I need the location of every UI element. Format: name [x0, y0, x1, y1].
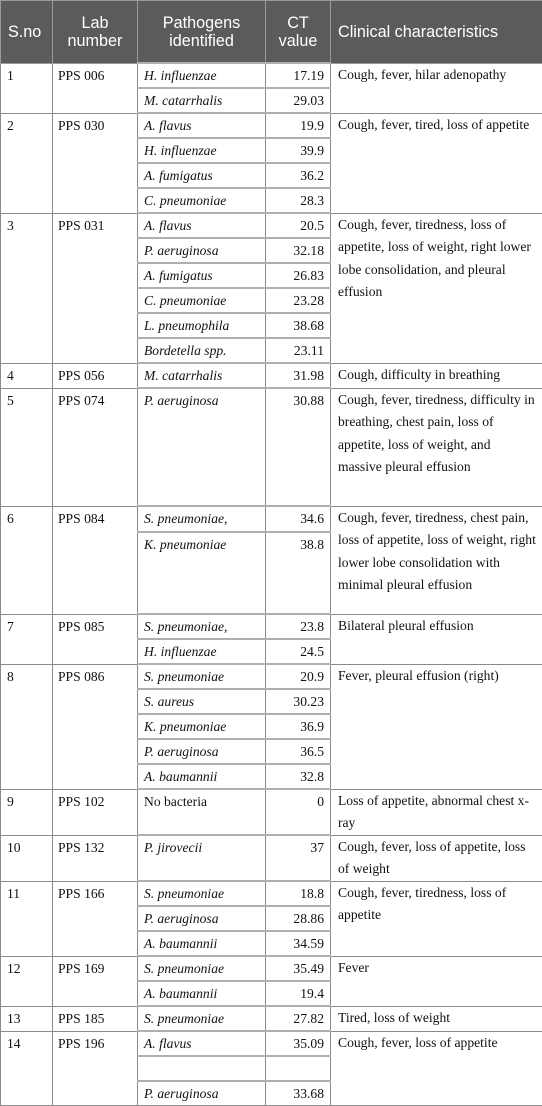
cell-pathogen: A. fumigatus: [138, 263, 266, 288]
cell-ct-value: 35.49: [266, 956, 331, 981]
cell-clinical: Loss of appetite, abnormal chest x-ray: [331, 789, 542, 835]
cell-sno: 14: [1, 1031, 53, 1106]
table-row: [1, 213, 542, 238]
cell-sno: 11: [1, 881, 53, 956]
cell-ct-value: 33.68: [266, 1081, 331, 1106]
cell-ct-value: 29.03: [266, 88, 331, 113]
cell-pathogen: M. catarrhalis: [138, 88, 266, 113]
cell-sno: 10: [1, 835, 53, 881]
cell-pathogen: P. jirovecii: [138, 835, 266, 881]
cell-pathogen: A. fumigatus: [138, 163, 266, 188]
cell-ct-value: 19.9: [266, 113, 331, 138]
cell-lab-number: PPS 102: [53, 789, 138, 835]
cell-ct-value: 20.5: [266, 213, 331, 238]
header-sno: S.no: [1, 1, 53, 64]
cell-ct-value: 27.82: [266, 1006, 331, 1031]
cell-clinical: Tired, loss of weight: [331, 1006, 542, 1031]
cell-lab-number: PPS 132: [53, 835, 138, 881]
cell-pathogen: K. pneumoniae: [138, 532, 266, 614]
cell-ct-value: 37: [266, 835, 331, 881]
cell-ct-value: 23.11: [266, 338, 331, 363]
cell-sno: 9: [1, 789, 53, 835]
cell-pathogen: P. aeruginosa: [138, 906, 266, 931]
cell-ct-value: 23.28: [266, 288, 331, 313]
cell-clinical: Cough, fever, hilar adenopathy: [331, 63, 542, 113]
cell-pathogen: A. baumannii: [138, 931, 266, 956]
table-row: [1, 614, 542, 639]
cell-ct-value: 31.98: [266, 363, 331, 388]
cell-pathogen: K. pneumoniae: [138, 714, 266, 739]
table-row: [1, 789, 542, 835]
cell-ct-value: 36.2: [266, 163, 331, 188]
cell-clinical: Cough, fever, tiredness, difficulty in breathing, chest pain, loss of appetite, loss of weight, and massive pleural effusion: [331, 388, 542, 506]
cell-ct-value: 17.19: [266, 63, 331, 88]
cell-pathogen: A. flavus: [138, 1031, 266, 1056]
cell-lab-number: PPS 185: [53, 1006, 138, 1031]
cell-pathogen: C. pneumoniae: [138, 288, 266, 313]
cell-pathogen: S. pneumoniae: [138, 664, 266, 689]
cell-sno: 7: [1, 614, 53, 664]
cell-pathogen: A. flavus: [138, 113, 266, 138]
table-row: [1, 956, 542, 981]
cell-clinical: Fever, pleural effusion (right): [331, 664, 542, 789]
cell-pathogen: P. aeruginosa: [138, 1081, 266, 1106]
cell-pathogen: A. flavus: [138, 213, 266, 238]
cell-ct-value: 39.9: [266, 138, 331, 163]
header-row: [1, 1, 542, 64]
cell-pathogen: A. baumannii: [138, 981, 266, 1006]
header-lab-number: Lab number: [53, 1, 138, 64]
cell-pathogen: Bordetella spp.: [138, 338, 266, 363]
table-row: [1, 1006, 542, 1031]
table-row: [1, 113, 542, 138]
cell-pathogen: C. pneumoniae: [138, 188, 266, 213]
cell-lab-number: PPS 030: [53, 113, 138, 213]
header-ct-value: CT value: [266, 1, 331, 64]
table-body: [1, 63, 542, 1106]
cell-pathogen: M. catarrhalis: [138, 363, 266, 388]
cell-lab-number: PPS 166: [53, 881, 138, 956]
cell-pathogen: S. pneumoniae,: [138, 614, 266, 639]
cell-lab-number: PPS 085: [53, 614, 138, 664]
cell-pathogen: S. pneumoniae,: [138, 506, 266, 532]
cell-pathogen: S. aureus: [138, 689, 266, 714]
table-row: [1, 1031, 542, 1056]
cell-ct-value: 20.9: [266, 664, 331, 689]
table-row: [1, 363, 542, 388]
cell-clinical: Bilateral pleural effusion: [331, 614, 542, 664]
cell-ct-value: 19.4: [266, 981, 331, 1006]
cell-pathogen: A. baumannii: [138, 764, 266, 789]
table-row: [1, 664, 542, 689]
cell-clinical: Cough, fever, tired, loss of appetite: [331, 113, 542, 213]
cell-ct-value: 32.18: [266, 238, 331, 263]
cell-ct-value: 26.83: [266, 263, 331, 288]
table-row: [1, 835, 542, 881]
cell-pathogen: H. influenzae: [138, 138, 266, 163]
cell-pathogen: S. pneumoniae: [138, 1006, 266, 1031]
cell-ct-value: 38.8: [266, 532, 331, 614]
cell-sno: 13: [1, 1006, 53, 1031]
cell-ct-value: 30.23: [266, 689, 331, 714]
cell-lab-number: PPS 169: [53, 956, 138, 1006]
cell-ct-value: 36.9: [266, 714, 331, 739]
cell-lab-number: PPS 006: [53, 63, 138, 113]
cell-pathogen: H. influenzae: [138, 63, 266, 88]
table-row: [1, 63, 542, 88]
table-row: [1, 881, 542, 906]
cell-pathogen: [138, 1056, 266, 1081]
cell-pathogen: H. influenzae: [138, 639, 266, 664]
cell-pathogen: S. pneumoniae: [138, 881, 266, 906]
cell-sno: 8: [1, 664, 53, 789]
cell-pathogen: L. pneumophila: [138, 313, 266, 338]
cell-ct-value: 28.86: [266, 906, 331, 931]
cell-ct-value: 32.8: [266, 764, 331, 789]
cell-clinical: Cough, fever, loss of appetite, loss of weight: [331, 835, 542, 881]
header-clinical: Clinical characteristics: [331, 1, 542, 64]
cell-sno: 12: [1, 956, 53, 1006]
cell-ct-value: 35.09: [266, 1031, 331, 1056]
cell-clinical: Cough, fever, tiredness, loss of appetite: [331, 881, 542, 956]
cell-sno: 1: [1, 63, 53, 113]
cell-clinical: Cough, fever, tiredness, chest pain, loss of appetite, loss of weight, right lower lobe consolidation with minimal pleural effusion: [331, 506, 542, 614]
cell-clinical: Cough, fever, loss of appetite: [331, 1031, 542, 1106]
cell-lab-number: PPS 056: [53, 363, 138, 388]
cell-pathogen: P. aeruginosa: [138, 388, 266, 506]
cell-clinical: Fever: [331, 956, 542, 1006]
cell-sno: 2: [1, 113, 53, 213]
cell-ct-value: 23.8: [266, 614, 331, 639]
header-pathogens: Pathogens identified: [138, 1, 266, 64]
cell-ct-value: 38.68: [266, 313, 331, 338]
cell-ct-value: 30.88: [266, 388, 331, 506]
cell-lab-number: PPS 074: [53, 388, 138, 506]
cell-pathogen: S. pneumoniae: [138, 956, 266, 981]
cell-clinical: Cough, difficulty in breathing: [331, 363, 542, 388]
cell-sno: 5: [1, 388, 53, 506]
cell-pathogen: P. aeruginosa: [138, 739, 266, 764]
cell-sno: 6: [1, 506, 53, 614]
table-row: [1, 388, 542, 506]
cell-ct-value: 24.5: [266, 639, 331, 664]
cell-ct-value: 34.59: [266, 931, 331, 956]
table-header: [1, 1, 542, 64]
table-row: [1, 506, 542, 532]
cell-clinical: Cough, fever, tiredness, loss of appetite, loss of weight, right lower lobe consolidation, and pleural effusion: [331, 213, 542, 363]
cell-pathogen: No bacteria: [138, 789, 266, 835]
cell-ct-value: 28.3: [266, 188, 331, 213]
cell-ct-value: 0: [266, 789, 331, 835]
cell-sno: 4: [1, 363, 53, 388]
cell-lab-number: PPS 086: [53, 664, 138, 789]
cell-lab-number: PPS 031: [53, 213, 138, 363]
cell-lab-number: PPS 196: [53, 1031, 138, 1106]
cell-ct-value: 18.8: [266, 881, 331, 906]
cell-sno: 3: [1, 213, 53, 363]
cell-ct-value: 34.6: [266, 506, 331, 532]
cell-lab-number: PPS 084: [53, 506, 138, 614]
cell-pathogen: P. aeruginosa: [138, 238, 266, 263]
cell-ct-value: 36.5: [266, 739, 331, 764]
cell-ct-value: [266, 1056, 331, 1081]
